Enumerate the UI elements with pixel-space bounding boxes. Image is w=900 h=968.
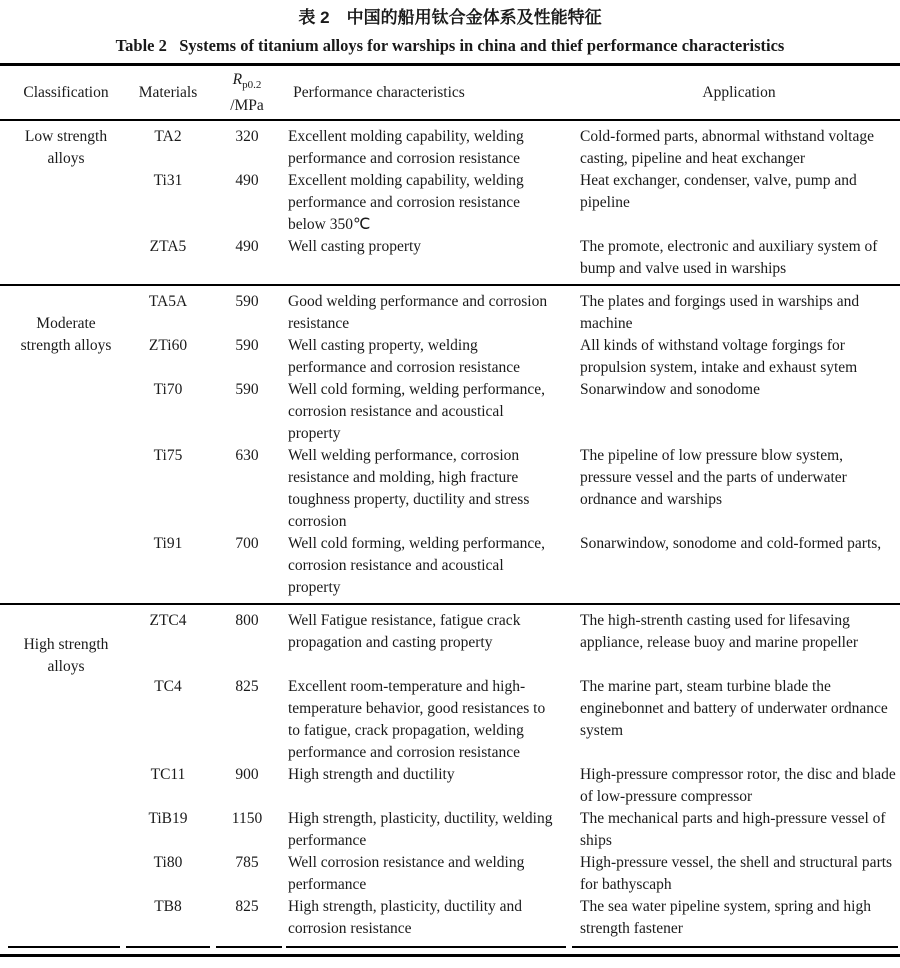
application-cell: All kinds of withstand voltage forgings for propulsion system, intake and exhaust sytem	[580, 337, 858, 376]
classification-label: Low strength alloys	[24, 128, 108, 167]
material-cell: TC11	[150, 766, 186, 783]
table-header-row	[0, 66, 900, 121]
application-cell: High-pressure vessel, the shell and structural parts for bathyscaph	[580, 854, 893, 893]
table-row	[0, 808, 900, 852]
table-row	[0, 170, 900, 236]
performance-cell: Well welding performance, corrosion resistance and molding, high fracture toughness property, ductility and stress corrosion	[288, 447, 530, 530]
table-row	[0, 896, 900, 940]
performance-cell: Well Fatigue resistance, fatigue crack propagation and casting property	[288, 612, 521, 651]
rp02-cell: 630	[235, 447, 259, 464]
table-row	[0, 533, 900, 599]
performance-cell: Well cold forming, welding performance, corrosion resistance and acoustical property	[288, 381, 545, 442]
column-header-classification: Classification	[23, 83, 109, 101]
table-row	[0, 291, 900, 335]
bottom-rule-segment	[126, 946, 210, 951]
alloys-table	[0, 63, 900, 957]
table-row	[0, 764, 900, 808]
column-header-performance: Performance characteristics	[293, 83, 465, 101]
material-cell: TC4	[154, 678, 182, 695]
column-header-application: Application	[702, 83, 776, 101]
rp02-cell: 900	[235, 766, 259, 783]
rp02-cell: 590	[235, 337, 259, 354]
performance-cell: Well casting property	[288, 238, 422, 255]
rp02-cell: 490	[235, 238, 259, 255]
rp02-symbol-line: $R_{p0.2}$	[232, 71, 262, 92]
application-cell: Sonarwindow and sonodome	[580, 381, 760, 398]
material-cell: Ti75	[153, 447, 183, 464]
material-cell: Ti31	[153, 172, 183, 189]
application-cell: The promote, electronic and auxiliary system of bump and valve used in warships	[580, 238, 878, 277]
rp02-cell: 800	[235, 612, 259, 629]
bottom-rule-segment	[8, 946, 120, 951]
application-cell: The pipeline of low pressure blow system, pressure vessel and the parts of underwater ordnance and warships	[580, 447, 847, 508]
application-cell: The sea water pipeline system, spring and high strength fastener	[580, 898, 871, 937]
application-cell: Sonarwindow, sonodome and cold-formed parts,	[580, 535, 882, 552]
table-caption-english: Table 2 Systems of titanium alloys for warships in china and thief performance characteristics	[115, 36, 785, 55]
table-row	[0, 335, 900, 379]
application-cell: Cold-formed parts, abnormal withstand voltage casting, pipeline and heat exchanger	[580, 128, 875, 167]
performance-cell: High strength, plasticity, ductility and corrosion resistance	[288, 898, 523, 937]
material-cell: TA5A	[148, 293, 188, 310]
performance-cell: Excellent molding capability, welding performance and corrosion resistance	[288, 128, 524, 167]
material-cell: TB8	[154, 898, 182, 915]
performance-cell: Excellent molding capability, welding performance and corrosion resistance below 350℃	[288, 172, 524, 233]
application-cell: The plates and forgings used in warships and machine	[580, 293, 860, 332]
column-header-rp02	[212, 70, 282, 114]
section-high-strength	[0, 605, 900, 944]
performance-cell: Excellent room-temperature and high-temperature behavior, good resistances to to fatigue, crack propagation, welding performance and corrosion resistance	[288, 678, 546, 761]
material-cell: TiB19	[148, 810, 188, 827]
material-cell: TA2	[154, 128, 182, 145]
rp02-cell: 320	[235, 128, 259, 145]
classification-label: High strength alloys	[23, 636, 109, 675]
rp02-cell: 825	[235, 898, 259, 915]
material-cell: Ti80	[153, 854, 183, 871]
application-cell: The high-strenth casting used for lifesaving appliance, release buoy and marine propeller	[580, 612, 859, 651]
performance-cell: High strength and ductility	[288, 766, 455, 783]
classification-label: Moderate strength alloys	[20, 315, 112, 354]
application-cell: Heat exchanger, condenser, valve, pump and pipeline	[580, 172, 857, 211]
bottom-rule-segment	[286, 946, 566, 951]
rp02-cell: 700	[235, 535, 259, 552]
bottom-rule-segment	[572, 946, 898, 951]
rp02-cell: 825	[235, 678, 259, 695]
material-cell: ZTi60	[148, 337, 188, 354]
performance-cell: Well cold forming, welding performance, corrosion resistance and acoustical property	[288, 535, 545, 596]
performance-cell: Good welding performance and corrosion resistance	[288, 293, 548, 332]
performance-cell: Well corrosion resistance and welding performance	[288, 854, 525, 893]
material-cell: Ti70	[153, 381, 183, 398]
rp02-cell: 785	[235, 854, 259, 871]
rp02-cell: 590	[235, 293, 259, 310]
table-row	[0, 379, 900, 445]
application-cell: The marine part, steam turbine blade the enginebonnet and battery of underwater ordnance system	[580, 678, 888, 739]
performance-cell: High strength, plasticity, ductility, welding performance	[288, 810, 553, 849]
material-cell: Ti91	[153, 535, 183, 552]
table-row	[0, 126, 900, 170]
column-header-materials: Materials	[138, 83, 198, 101]
rp02-cell: 1150	[231, 810, 263, 827]
rp02-unit-line: /MPa	[230, 96, 264, 114]
table-bottom-rule	[0, 954, 900, 957]
rp02-cell: 490	[235, 172, 259, 189]
material-cell: ZTC4	[149, 612, 187, 629]
table-row	[0, 676, 900, 764]
table-row	[0, 852, 900, 896]
application-cell: High-pressure compressor rotor, the disc and blade of low-pressure compressor	[580, 766, 896, 805]
section-moderate-strength	[0, 286, 900, 605]
bottom-column-rules	[0, 946, 900, 951]
table-row	[0, 236, 900, 280]
performance-cell: Well casting property, welding performance and corrosion resistance	[288, 337, 520, 376]
application-cell: The mechanical parts and high-pressure vessel of ships	[580, 810, 886, 849]
table-caption-chinese: 表 2 中国的船用钛合金体系及性能特征	[298, 8, 602, 27]
bottom-rule-segment	[216, 946, 282, 951]
rp02-cell: 590	[235, 381, 259, 398]
table-row	[0, 445, 900, 533]
table-row	[0, 610, 900, 654]
material-cell: ZTA5	[149, 238, 187, 255]
section-low-strength	[0, 121, 900, 286]
